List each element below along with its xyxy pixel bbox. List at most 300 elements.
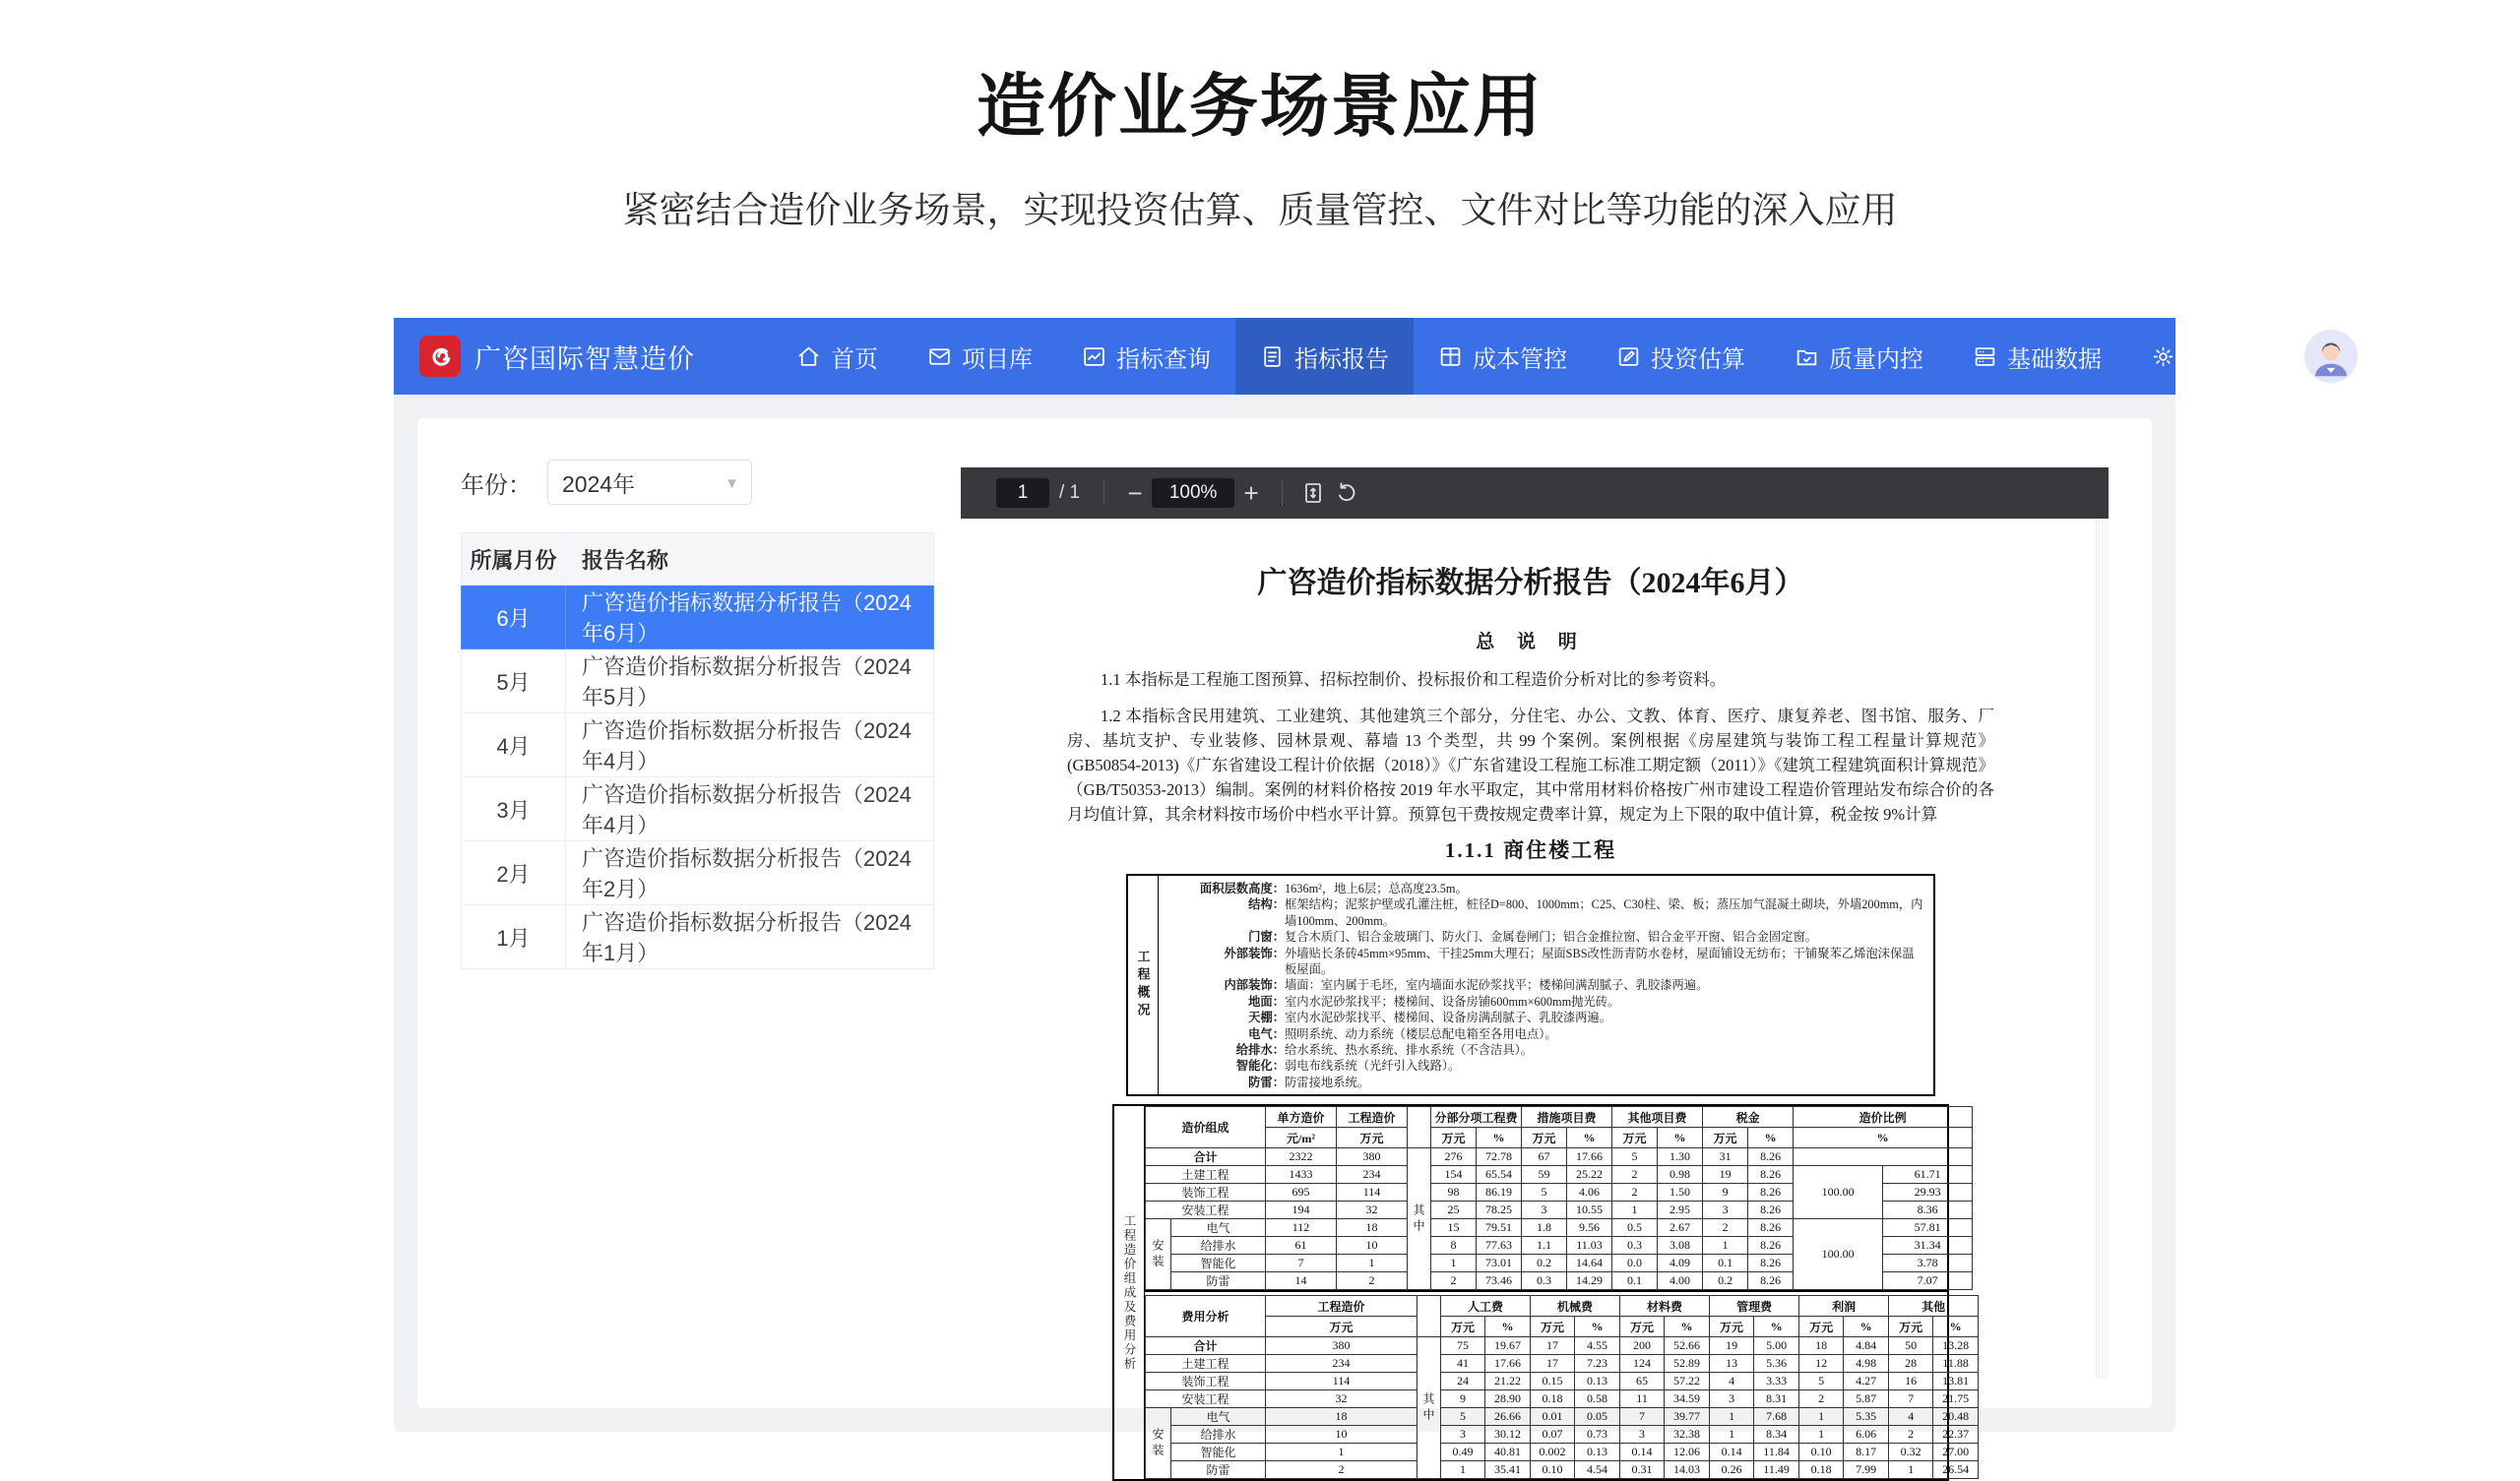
report-row[interactable]: [462, 841, 934, 905]
overview-line-label: 智能化：: [1235, 1059, 1285, 1074]
report-row[interactable]: [462, 905, 934, 969]
overview-line-text: 墙面：室内属于毛坯，室内墙面水泥砂浆找平；楼梯间满刮腻子、乳胶漆两遍。: [1285, 978, 1709, 993]
table-cell: 13.81: [1933, 1373, 1979, 1390]
table-cell: 25: [1431, 1202, 1477, 1219]
table-cell: 35.41: [1485, 1461, 1531, 1479]
table-cell: 2: [1889, 1426, 1933, 1444]
table-cell: 40.81: [1485, 1444, 1531, 1461]
nav-item-invest[interactable]: [1592, 318, 1770, 395]
table-cell: 11.84: [1754, 1444, 1799, 1461]
table-cell: 0.3: [1522, 1272, 1567, 1290]
overview-line: [1161, 896, 1925, 929]
grid-icon: [1438, 344, 1463, 369]
table-cell: 智能化: [1171, 1444, 1266, 1461]
table-header-cell: 其他: [1889, 1296, 1979, 1317]
table-cell: 防雷: [1171, 1461, 1266, 1479]
column-header-month: 所属月份: [462, 533, 566, 586]
nav-item-basedata[interactable]: [1948, 318, 2126, 395]
table-cell: 8.26: [1748, 1184, 1794, 1202]
table-cell: 装饰工程: [1146, 1184, 1266, 1202]
table-header-cell: 万元: [1441, 1317, 1485, 1337]
report-name: 广咨造价指标数据分析报告（2024年1月）: [566, 905, 934, 969]
overview-line: [1161, 1058, 1925, 1074]
table-cell: 12: [1799, 1355, 1844, 1373]
table-cell: 0.15: [1531, 1373, 1575, 1390]
table-cell: 57.81: [1883, 1219, 1973, 1237]
table-header-cell: %: [1933, 1317, 1979, 1337]
table-cell: 1: [1266, 1444, 1418, 1461]
report-row[interactable]: [462, 777, 934, 841]
table-cell: 4: [1710, 1373, 1754, 1390]
table-header-cell: 元/m²: [1266, 1128, 1337, 1148]
table-cell: 0.002: [1531, 1444, 1575, 1461]
nav-item-label: 系统管理: [2185, 345, 2280, 373]
doc-title: 广咨造价指标数据分析报告（2024年6月）: [1257, 567, 1804, 599]
table-cell: 8.26: [1748, 1219, 1794, 1237]
table-cell: 11: [1620, 1390, 1665, 1408]
table-cell: 21.22: [1485, 1373, 1531, 1390]
table-cell: 8.26: [1748, 1148, 1794, 1166]
user-avatar[interactable]: [2304, 330, 2358, 383]
nav-item-label: 首页: [831, 345, 878, 373]
table-cell: 9.56: [1567, 1219, 1612, 1237]
overview-line: [1161, 1042, 1925, 1058]
table-cell: 28: [1889, 1355, 1933, 1373]
table-header-cell: 万元: [1337, 1128, 1408, 1148]
nav-item-home[interactable]: [772, 318, 903, 395]
table-cell: 32: [1266, 1390, 1418, 1408]
table-header-cell: 万元: [1531, 1317, 1575, 1337]
table-cell: 8: [1431, 1237, 1477, 1255]
table-cell: 61.71: [1883, 1166, 1973, 1184]
nav-item-projects[interactable]: [903, 318, 1057, 395]
nav-item-label: 基础数据: [2007, 345, 2102, 373]
table-cell: 2: [1337, 1272, 1408, 1290]
nav-item-cost[interactable]: [1414, 318, 1592, 395]
table-cell: 其中: [1408, 1148, 1431, 1290]
table-cell: 8.17: [1844, 1444, 1889, 1461]
table-cell: 2: [1612, 1184, 1658, 1202]
table-cell: 8.26: [1748, 1202, 1794, 1219]
table-cell: 4.00: [1658, 1272, 1703, 1290]
report-table: [461, 532, 934, 969]
table-cell: 7.99: [1844, 1461, 1889, 1479]
table-cell: 59: [1522, 1166, 1567, 1184]
table-cell: 98: [1431, 1184, 1477, 1202]
overview-line-label: 外部装饰：: [1224, 946, 1285, 960]
table-cell: 22.37: [1933, 1426, 1979, 1444]
table-cell: 17: [1531, 1355, 1575, 1373]
overview-line-text: 1636m²，地上6层；总高度23.5m。: [1285, 882, 1468, 895]
table-cell: 0.1: [1612, 1272, 1658, 1290]
table-cell: 1.50: [1658, 1184, 1703, 1202]
table-cell: 0.13: [1575, 1444, 1620, 1461]
table-cell: 1: [1431, 1255, 1477, 1272]
report-month: 6月: [462, 586, 566, 649]
table-cell: 24: [1441, 1373, 1485, 1390]
page-title: 造价业务场景应用: [976, 68, 1544, 145]
table-header-cell: [1418, 1296, 1441, 1337]
table-cell: 合计: [1146, 1337, 1266, 1355]
folder-icon: [1795, 344, 1819, 369]
table-cell: 18: [1337, 1219, 1408, 1237]
table-cell: 8.26: [1748, 1166, 1794, 1184]
report-row[interactable]: [462, 649, 934, 713]
table-header-cell: %: [1844, 1317, 1889, 1337]
database-icon: [1973, 344, 1997, 369]
table-cell: 4.55: [1575, 1337, 1620, 1355]
table-cell: 2: [1431, 1272, 1477, 1290]
year-label: 年份：: [461, 471, 532, 499]
table-cell: 32: [1337, 1202, 1408, 1219]
table-cell: 13: [1710, 1355, 1754, 1373]
report-name: 广咨造价指标数据分析报告（2024年2月）: [566, 841, 934, 905]
table-header-cell: 费用分析: [1146, 1296, 1266, 1337]
overview-line: [1161, 1075, 1925, 1090]
table-cell: 3: [1441, 1426, 1485, 1444]
overview-line-label: 防雷：: [1248, 1075, 1285, 1089]
pdf-document: [961, 519, 2097, 1478]
overview-line-text: 复合木质门、铝合金玻璃门、防火门、金属卷闸门；铝合金推拉窗、铝合金平开窗、铝合金固定窗。: [1285, 930, 1818, 945]
table-cell: 21.75: [1933, 1390, 1979, 1408]
table-header-cell: %: [1477, 1128, 1522, 1148]
table-cell: 17.66: [1567, 1148, 1612, 1166]
table-cell: 0.31: [1620, 1461, 1665, 1479]
table-cell: 7: [1889, 1390, 1933, 1408]
table-cell: 1433: [1266, 1166, 1337, 1184]
table-cell: 1: [1799, 1408, 1844, 1426]
report-row[interactable]: [462, 586, 934, 649]
table-cell: 65.54: [1477, 1166, 1522, 1184]
table-cell: 4.09: [1658, 1255, 1703, 1272]
table-cell: 0.10: [1531, 1461, 1575, 1479]
table-cell: 14.03: [1665, 1461, 1710, 1479]
table-cell: 41: [1441, 1355, 1485, 1373]
page-total-label: / 1: [1059, 482, 1081, 503]
year-select[interactable]: [547, 460, 752, 505]
table-cell: 7.23: [1575, 1355, 1620, 1373]
table-cell: 234: [1266, 1355, 1418, 1373]
table-cell: 39.77: [1665, 1408, 1710, 1426]
table-header-cell: 万元: [1889, 1317, 1933, 1337]
overview-line-text: 室内水泥砂浆找平、楼梯间、设备房满刮腻子、乳胶漆两遍。: [1285, 1011, 1612, 1025]
table-header-cell: 单方造价: [1266, 1107, 1337, 1128]
table-header-cell: 措施项目费: [1522, 1107, 1612, 1128]
table-cell: 1: [1612, 1202, 1658, 1219]
table-header-cell: 万元: [1710, 1317, 1754, 1337]
table-cell: 2: [1612, 1166, 1658, 1184]
table-cell: 电气: [1171, 1219, 1266, 1237]
table-cell: 安装工程: [1146, 1390, 1266, 1408]
table-cell: 0.14: [1710, 1444, 1754, 1461]
table-cell: 3: [1620, 1426, 1665, 1444]
table-cell: [1794, 1148, 1973, 1166]
table-cell: 防雷: [1171, 1272, 1266, 1290]
table-cell: 12.06: [1665, 1444, 1710, 1461]
table-header-cell: %: [1754, 1317, 1799, 1337]
table-header-cell: %: [1665, 1317, 1710, 1337]
app-window: [394, 318, 2280, 1478]
table-cell: 安装: [1146, 1219, 1171, 1290]
table-cell: 124: [1620, 1355, 1665, 1373]
fee-analysis-table: [1145, 1295, 1979, 1479]
table-header-cell: 万元: [1703, 1128, 1748, 1148]
table-cell: 25.22: [1567, 1166, 1612, 1184]
nav-item-query[interactable]: [1057, 318, 1235, 395]
table-cell: 29.93: [1883, 1184, 1973, 1202]
toolbar-divider: [1282, 480, 1283, 506]
table-cell: 5: [1522, 1184, 1567, 1202]
page-number-input[interactable]: 1: [996, 478, 1049, 508]
table-cell: 2.67: [1658, 1219, 1703, 1237]
table-cell: 100.00: [1794, 1166, 1883, 1219]
table-header-cell: 造价比例: [1794, 1107, 1973, 1128]
brand: [419, 336, 695, 377]
table-cell: 112: [1266, 1219, 1337, 1237]
table-cell: 31: [1703, 1148, 1748, 1166]
table-cell: 200: [1620, 1337, 1665, 1355]
content-card: [417, 418, 2152, 1478]
table-cell: 6.06: [1844, 1426, 1889, 1444]
table-cell: 装饰工程: [1146, 1373, 1266, 1390]
table-cell: 30.12: [1485, 1426, 1531, 1444]
table-cell: 0.14: [1620, 1444, 1665, 1461]
page-subtitle: 紧密结合造价业务场景，实现投资估算、质量管控、文件对比等功能的深入应用: [622, 190, 1898, 230]
chevron-down-icon: ▼: [724, 474, 739, 492]
table-cell: 11.49: [1754, 1461, 1799, 1479]
overview-line-label: 门窗：: [1248, 930, 1285, 945]
table-cell: 8.34: [1754, 1426, 1799, 1444]
table-header-cell: 税金: [1703, 1107, 1794, 1128]
home-icon: [796, 344, 821, 369]
zoom-out-button[interactable]: −: [1127, 478, 1143, 508]
table-cell: 9: [1441, 1390, 1485, 1408]
table-cell: 1: [1710, 1408, 1754, 1426]
table-cell: 32.38: [1665, 1426, 1710, 1444]
report-row[interactable]: [462, 713, 934, 777]
table-cell: 1: [1799, 1426, 1844, 1444]
overview-line-text: 框架结构；泥浆护壁或孔灌注桩，桩径D=800、1000mm；C25、C30柱、梁、板；蒸压加气混凝土砌块，外墙200mm，内墙100mm、200mm。: [1285, 897, 1923, 928]
sidebar: [461, 460, 933, 969]
nav-item-label: 成本管控: [1473, 345, 1567, 373]
report-name: 广咨造价指标数据分析报告（2024年4月）: [566, 777, 934, 841]
table-cell: 75: [1441, 1337, 1485, 1355]
overview-line: [1161, 881, 1925, 896]
pdf-scrollbar[interactable]: [2096, 519, 2109, 1379]
zoom-in-button[interactable]: +: [1243, 478, 1259, 508]
nav-item-label: 项目库: [962, 345, 1033, 373]
rotate-button[interactable]: [1330, 476, 1363, 510]
overview-line-label: 电气：: [1248, 1026, 1285, 1041]
table-header-cell: 万元: [1799, 1317, 1844, 1337]
table-cell: 17.66: [1485, 1355, 1531, 1373]
table-cell: 0.07: [1531, 1426, 1575, 1444]
table-cell: 5: [1799, 1373, 1844, 1390]
table-cell: 50: [1889, 1337, 1933, 1355]
table-cell: 18: [1799, 1337, 1844, 1355]
zoom-level-input[interactable]: 100%: [1152, 478, 1234, 508]
report-name: 广咨造价指标数据分析报告（2024年5月）: [566, 649, 934, 713]
table-cell: 28.90: [1485, 1390, 1531, 1408]
table-cell: 276: [1431, 1148, 1477, 1166]
table-cell: 2322: [1266, 1148, 1337, 1166]
table-cell: 18: [1266, 1408, 1418, 1426]
overview-line-label: 面积层数高度：: [1199, 882, 1285, 895]
report-month: 1月: [462, 905, 566, 969]
chart-icon: [1082, 344, 1106, 369]
table-cell: 安装工程: [1146, 1202, 1266, 1219]
overview-line-label: 结构：: [1248, 897, 1285, 912]
table-cell: 0.49: [1441, 1444, 1485, 1461]
nav-item-label: 投资估算: [1651, 345, 1745, 373]
table-cell: 给排水: [1171, 1237, 1266, 1255]
table-cell: 114: [1266, 1373, 1418, 1390]
table-cell: 0.18: [1531, 1390, 1575, 1408]
table-cell: 0.0: [1612, 1255, 1658, 1272]
fit-page-button[interactable]: [1296, 476, 1330, 510]
table-cell: 0.2: [1703, 1272, 1748, 1290]
overview-lines: [1159, 876, 1933, 1094]
table-header-cell: 工程造价: [1266, 1296, 1418, 1317]
overview-line-text: 防雷接地系统。: [1285, 1075, 1370, 1089]
table-cell: 4.84: [1844, 1337, 1889, 1355]
table-cell: 8.36: [1883, 1202, 1973, 1219]
cost-composition-table: [1145, 1106, 1973, 1290]
report-icon: [1260, 344, 1285, 369]
table-cell: 0.1: [1703, 1255, 1748, 1272]
overview-line-label: 天棚：: [1248, 1011, 1285, 1025]
overview-side-label: 工程概况: [1128, 876, 1159, 1094]
table-cell: 0.98: [1658, 1166, 1703, 1184]
overview-line-text: 外墙贴长条砖45mm×95mm、干挂25mm大理石；屋面SBS改性沥青防水卷材，屋面铺设无纺布；干铺聚苯乙烯泡沫保温板屋面。: [1285, 946, 1915, 977]
table-cell: 7.68: [1754, 1408, 1799, 1426]
table-cell: 1.30: [1658, 1148, 1703, 1166]
table-cell: 380: [1337, 1148, 1408, 1166]
table-cell: 1: [1703, 1237, 1748, 1255]
overview-line: [1161, 946, 1925, 978]
table-cell: 19: [1710, 1337, 1754, 1355]
overview-line-text: 照明系统、动力系统（楼层总配电箱至各用电点）。: [1285, 1026, 1557, 1041]
project-overview-table: [1126, 874, 1935, 1096]
column-header-name: 报告名称: [566, 533, 934, 586]
table-cell: 14: [1266, 1272, 1337, 1290]
table-cell: 0.01: [1531, 1408, 1575, 1426]
toolbar-divider: [1103, 480, 1104, 506]
table-cell: 5.35: [1844, 1408, 1889, 1426]
table-header-cell: 其他项目费: [1612, 1107, 1703, 1128]
table-cell: 5: [1441, 1408, 1485, 1426]
table-cell: 0.26: [1710, 1461, 1754, 1479]
table-cell: 695: [1266, 1184, 1337, 1202]
report-table-body: [462, 586, 934, 969]
table-header-cell: 造价组成: [1146, 1107, 1266, 1148]
table-header-cell: 管理费: [1710, 1296, 1799, 1317]
table-cell: 34.59: [1665, 1390, 1710, 1408]
table-cell: 4.06: [1567, 1184, 1612, 1202]
table-cell: 52.89: [1665, 1355, 1710, 1373]
table-cell: 1: [1889, 1461, 1933, 1479]
table-cell: 13.28: [1933, 1337, 1979, 1355]
nav-menu: [772, 318, 2304, 395]
table-cell: 4: [1889, 1408, 1933, 1426]
table-cell: 0.73: [1575, 1426, 1620, 1444]
table-cell: 其中: [1418, 1337, 1441, 1479]
table-cell: 0.5: [1612, 1219, 1658, 1237]
year-select-value: 2024年: [562, 470, 636, 497]
table-cell: 9: [1703, 1184, 1748, 1202]
table-cell: 5.36: [1754, 1355, 1799, 1373]
table-header-cell: 分部分项工程费: [1431, 1107, 1522, 1128]
page: [0, 51, 2520, 1478]
table-cell: 给排水: [1171, 1426, 1266, 1444]
table-cell: 3: [1710, 1390, 1754, 1408]
report-month: 3月: [462, 777, 566, 841]
navbar: [394, 318, 2280, 395]
brand-name: 广咨国际智慧造价: [474, 343, 695, 374]
table-cell: 智能化: [1171, 1255, 1266, 1272]
table-header-cell: %: [1748, 1128, 1794, 1148]
nav-item-label: 质量内控: [1829, 345, 1923, 373]
table-cell: 2: [1799, 1390, 1844, 1408]
table-cell: 78.25: [1477, 1202, 1522, 1219]
table-cell: 77.63: [1477, 1237, 1522, 1255]
table-cell: 7: [1620, 1408, 1665, 1426]
overview-line-label: 内部装饰：: [1224, 978, 1285, 993]
nav-item-label: 指标查询: [1116, 345, 1211, 373]
table-cell: 194: [1266, 1202, 1337, 1219]
table-header-cell: %: [1567, 1128, 1612, 1148]
table-cell: 73.01: [1477, 1255, 1522, 1272]
table-cell: 合计: [1146, 1148, 1266, 1166]
table-cell: 79.51: [1477, 1219, 1522, 1237]
table-header-cell: 万元: [1522, 1128, 1567, 1148]
nav-item-label: 指标报告: [1294, 345, 1389, 373]
table-header-cell: %: [1658, 1128, 1703, 1148]
table-cell: 1: [1441, 1461, 1485, 1479]
table-cell: 11.03: [1567, 1237, 1612, 1255]
edit-icon: [1616, 344, 1641, 369]
doc-note-1: 1.1 本指标是工程施工图预算、招标控制价、投标报价和工程造价分析对比的参考资料。: [1101, 670, 1727, 689]
overview-line: [1161, 994, 1925, 1010]
table-cell: 1.8: [1522, 1219, 1567, 1237]
table-cell: 3.78: [1883, 1255, 1973, 1272]
overview-line: [1161, 929, 1925, 945]
nav-item-system[interactable]: [2126, 318, 2304, 395]
overview-line-text: 弱电布线系统（光纤引入线路）。: [1285, 1059, 1461, 1074]
table-cell: 27.00: [1933, 1444, 1979, 1461]
report-name: 广咨造价指标数据分析报告（2024年6月）: [566, 586, 934, 649]
table-header-cell: 万元: [1620, 1317, 1665, 1337]
doc-note-2: 1.2 本指标含民用建筑、工业建筑、其他建筑三个部分，分住宅、办公、文教、体育、医疗、康复养老、图书馆、服务、厂房、基坑支护、专业装修、园林景观、幕墙 13 个类型，共 99 个案例。案例根据《房屋建筑与装饰工程工程量计算规范》(GB50854-2013)《广东省建设工程计价依据（2018）》《广东省建设工程施工标准工期定额（2011）》《建筑工程建筑面积计算规范》（GB/T50353-2013）编制。案例的材料价格按 2019 年水平取定，其中常用材料价格按广州市建设工程造价管理站发布综合价的各月均值计算，其余材料按市场价中档水平计算。预算包干费按规定费率计算，规定为上下限的取中值计算，税金按 9%计算: [1067, 707, 1994, 824]
overview-line-text: 室内水泥砂浆找平；楼梯间、设备房铺600mm×600mm抛光砖。: [1285, 994, 1620, 1009]
pdf-toolbar: [961, 467, 2109, 519]
table-cell: 8.26: [1748, 1272, 1794, 1290]
cost-block-side-label: 工程造价组成及费用分析: [1114, 1106, 1145, 1479]
table-cell: 0.2: [1522, 1255, 1567, 1272]
table-cell: 14.29: [1567, 1272, 1612, 1290]
nav-item-reports[interactable]: [1235, 318, 1414, 395]
pdf-viewer: [961, 467, 2109, 1478]
report-month: 4月: [462, 713, 566, 777]
nav-item-quality[interactable]: [1770, 318, 1948, 395]
table-cell: 1: [1710, 1426, 1754, 1444]
doc-section-heading: 1.1.1 商住楼工程: [1444, 838, 1617, 862]
table-header-cell: 工程造价: [1337, 1107, 1408, 1128]
table-cell: 4.54: [1575, 1461, 1620, 1479]
table-cell: 0.32: [1889, 1444, 1933, 1461]
table-header-cell: %: [1485, 1317, 1531, 1337]
cost-tables-block: [1112, 1104, 1970, 1481]
